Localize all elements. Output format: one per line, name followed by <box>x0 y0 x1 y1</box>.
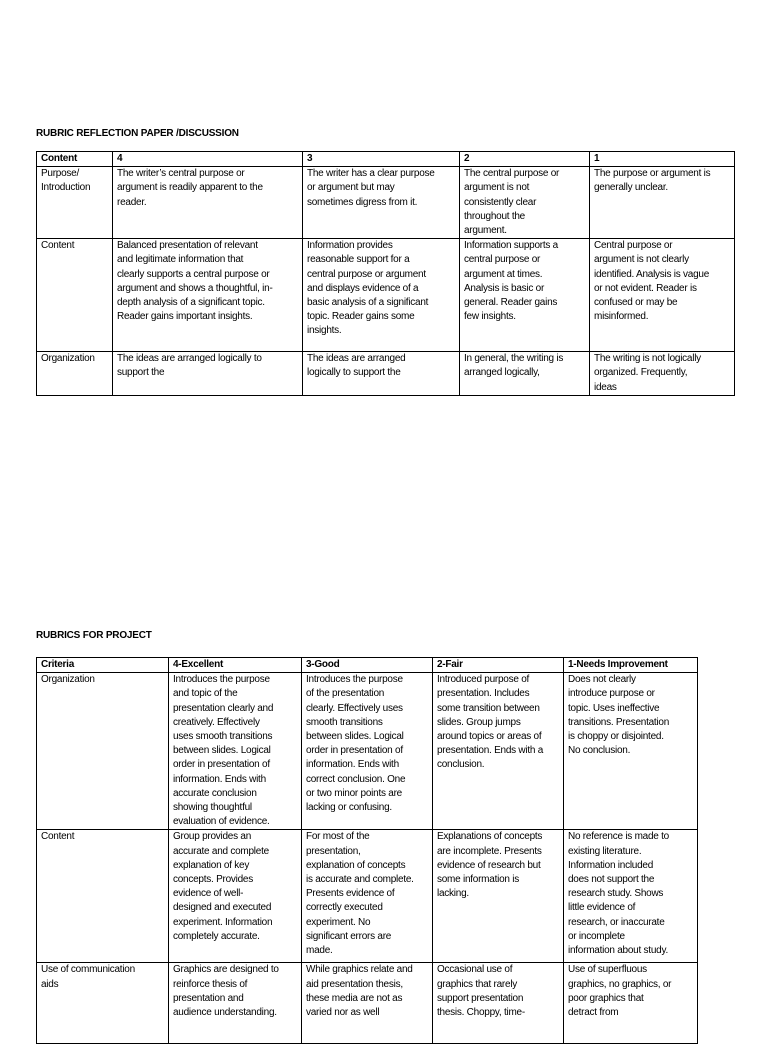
table-cell: Balanced presentation of relevant and legitimate information that clearly supports a central purpose or argument and shows a thoughtful, in- depth analysis of a significant topic. Reader gains important insights. <box>113 239 303 352</box>
table-header-row <box>37 658 698 673</box>
table-cell: While graphics relate and aid presentation thesis, these media are not as varied nor as well <box>302 963 433 1044</box>
table-cell: The purpose or argument is generally unclear. <box>590 167 735 239</box>
table-cell: Central purpose or argument is not clearly identified. Analysis is vague or not evident. Reader is confused or may be misinformed. <box>590 239 735 352</box>
table-cell: Group provides an accurate and complete explanation of key concepts. Provides evidence of well- designed and executed experiment. Information completely accurate. <box>169 830 302 963</box>
row-label: Use of communication aids <box>37 963 169 1044</box>
header-cell: 3 <box>303 152 460 167</box>
table-cell: Use of superfluous graphics, no graphics, or poor graphics that detract from <box>564 963 698 1044</box>
table-cell: For most of the presentation, explanation of concepts is accurate and complete. Presents evidence of correctly executed experiment. No significant errors are made. <box>302 830 433 963</box>
table-cell: Introduces the purpose and topic of the presentation clearly and creatively. Effectively uses smooth transitions between slides. Logical order in presentation of information. Ends with accurate conclusion showing thoughtful evaluation of evidence. <box>169 673 302 830</box>
row-label: Organization <box>37 673 169 830</box>
table-header-row <box>37 152 735 167</box>
table-row <box>37 239 735 352</box>
table-cell: In general, the writing is arranged logically, <box>460 352 590 396</box>
rubric-project-title: RUBRICS FOR PROJECT <box>36 630 152 641</box>
table-row <box>37 673 698 830</box>
table-cell: Information provides reasonable support for a central purpose or argument and displays evidence of a basic analysis of a significant topic. Reader gains some insights. <box>303 239 460 352</box>
table-cell: Explanations of concepts are incomplete. Presents evidence of research but some information is lacking. <box>433 830 564 963</box>
header-cell: 1-Needs Improvement <box>564 658 698 673</box>
table-cell: No reference is made to existing literature. Information included does not support the research study. Shows little evidence of research, or inaccurate or incomplete information about study. <box>564 830 698 963</box>
table-cell: The writer’s central purpose or argument is readily apparent to the reader. <box>113 167 303 239</box>
row-label: Organization <box>37 352 113 396</box>
table-cell: Does not clearly introduce purpose or topic. Uses ineffective transitions. Presentation is choppy or disjointed. No conclusion. <box>564 673 698 830</box>
header-cell: 2 <box>460 152 590 167</box>
table-cell: The ideas are arranged logically to support the <box>113 352 303 396</box>
rubric-reflection-title: RUBRIC REFLECTION PAPER /DISCUSSION <box>36 128 239 139</box>
table-cell: The ideas are arranged logically to support the <box>303 352 460 396</box>
table-cell: Information supports a central purpose or argument at times. Analysis is basic or general. Reader gains few insights. <box>460 239 590 352</box>
table-cell: Graphics are designed to reinforce thesis of presentation and audience understanding. <box>169 963 302 1044</box>
header-cell: 1 <box>590 152 735 167</box>
row-label: Content <box>37 830 169 963</box>
table-cell: Introduces the purpose of the presentation clearly. Effectively uses smooth transitions between slides. Logical order in presentation of information. Ends with correct conclusion. One or two minor points are lacking or confusing. <box>302 673 433 830</box>
table-row <box>37 830 698 963</box>
table-row <box>37 963 698 1044</box>
reflection-rubric-table <box>36 151 735 396</box>
row-label: Purpose/ Introduction <box>37 167 113 239</box>
header-cell: Content <box>37 152 113 167</box>
header-cell: Criteria <box>37 658 169 673</box>
table-cell: Occasional use of graphics that rarely support presentation thesis. Choppy, time- <box>433 963 564 1044</box>
header-cell: 2-Fair <box>433 658 564 673</box>
table-row <box>37 167 735 239</box>
table-cell: The central purpose or argument is not consistently clear throughout the argument. <box>460 167 590 239</box>
project-rubric-table <box>36 657 698 1044</box>
table-cell: The writing is not logically organized. Frequently, ideas <box>590 352 735 396</box>
header-cell: 4 <box>113 152 303 167</box>
table-row <box>37 352 735 396</box>
header-cell: 3-Good <box>302 658 433 673</box>
row-label: Content <box>37 239 113 352</box>
header-cell: 4-Excellent <box>169 658 302 673</box>
table-cell: The writer has a clear purpose or argument but may sometimes digress from it. <box>303 167 460 239</box>
table-cell: Introduced purpose of presentation. Includes some transition between slides. Group jumps around topics or areas of presentation. Ends with a conclusion. <box>433 673 564 830</box>
